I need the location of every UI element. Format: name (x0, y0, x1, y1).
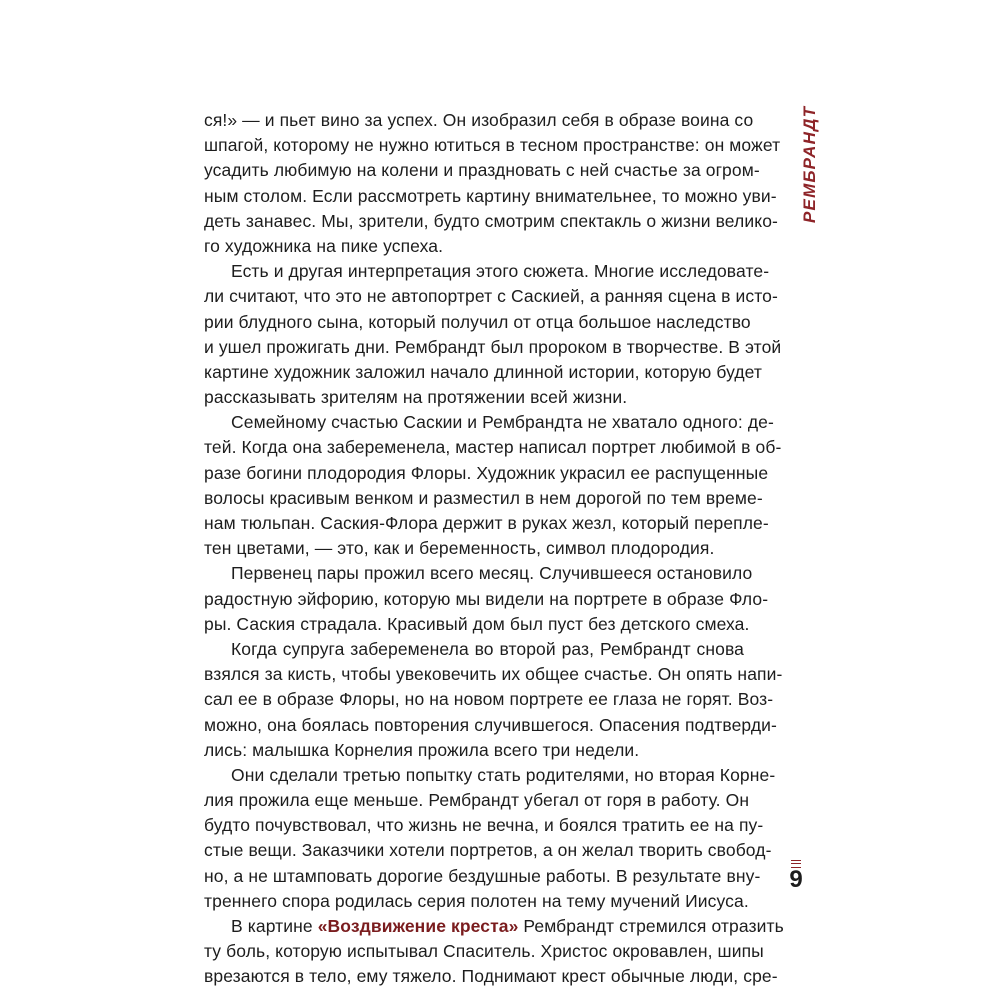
text-line: Они сделали третью попытку стать родителями, но вторая Корне- (231, 764, 776, 785)
text-line: тен цветами, — это, как и беременность, символ плодородия. (204, 538, 715, 559)
running-head: РЕМБРАНДТ (800, 105, 819, 223)
text-line: ся!» — и пьет вино за успех. Он изобразил себя в образе воина со (204, 110, 754, 130)
text-line: лись: малышка Корнелия прожила всего три недели. (204, 739, 640, 760)
text-line: го художника на пике успеха. (204, 235, 444, 256)
text-line: и ушел прожигать дни. Рембрандт был пророком в творчестве. В этой (204, 336, 782, 357)
text-line: разе богини плодородия Флоры. Художник украсил ее распущенные (204, 462, 769, 483)
text-line: нам тюльпан. Саския-Флора держит в руках жезл, который переплe- (204, 513, 769, 533)
text-line: деть занавес. Мы, зрители, будто смотрим спектакль о жизни велико- (204, 210, 778, 231)
text-line (204, 914, 784, 939)
page-number: 9 (789, 866, 803, 893)
text-line: картине художник заложил начало длинной истории, которую будет (204, 361, 763, 382)
text-line: будто почувствовал, что жизнь не вечна, и боялся тратить ее на пу- (204, 815, 764, 836)
text-line: взялся за кисть, чтобы увековечить их общее счастье. Он опять напи- (204, 664, 783, 685)
text-line: сал ее в образе Флоры, но на новом портрете ее глаза не горят. Воз- (204, 689, 774, 710)
text-line: но, а не штамповать дорогие бездушные работы. В результате вну- (204, 865, 761, 886)
text-line: лия прожила еще меньше. Рембрандт убегал от горя в работу. Он (204, 790, 750, 811)
text-line: ту боль, которую испытывал Спаситель. Христос окровавлен, шипы (204, 941, 764, 962)
text-line: рии блудного сына, который получил от отца большое наследство (204, 311, 751, 332)
text-line: треннего спора родилась серия полотен на тему мучений Иисуса. (204, 890, 749, 911)
artwork-title-highlight: «Воздвижение креста» (317, 916, 519, 936)
text-line: Первенец пары прожил всего месяц. Случившееся остановило (231, 563, 753, 584)
text-line: можно, она боялась повторения случившегося. Опасения подтверди- (204, 714, 777, 735)
body-text (204, 108, 784, 990)
text-line: врезаются в тело, ему тяжело. Поднимают крест обычные люди, сре- (204, 966, 778, 987)
text-line: ры. Саския страдала. Красивый дом был пуст без детского смеха. (204, 613, 750, 634)
text-line: Когда супруга забеременела во второй раз, Рембрандт снова (231, 638, 744, 659)
text-line: радостную эйфорию, которую мы видели на портрете в образе Фло- (204, 588, 769, 609)
text-line: рассказывать зрителям на протяжении всей жизни. (204, 387, 628, 408)
text-run: В картине (231, 916, 318, 936)
text-line: стые вещи. Заказчики хотели портретов, а он желал творить свобод- (204, 840, 772, 861)
text-line: Семейному счастью Саскии и Рембрандта не хватало одного: де- (231, 412, 774, 433)
text-line: волосы красивым венком и разместил в нем дорогой по тем време- (204, 487, 763, 508)
text-line: ным столом. Если рассмотреть картину внимательнее, то можно уви- (204, 185, 777, 206)
text-line: ли считают, что это не автопортрет с Саскией, а ранняя сцена в исто- (204, 286, 778, 307)
text-run: Рембрандт стремился отразить (518, 916, 784, 936)
text-line: Есть и другая интерпретация этого сюжета. Многие исследовате- (231, 261, 770, 282)
text-line: шпагой, которому не нужно ютиться в тесном пространстве: он может (204, 135, 781, 156)
text-line: усадить любимую на колени и праздновать с ней счастье за огром- (204, 160, 760, 181)
text-line: тей. Когда она забеременела, мастер написал портрет любимой в об- (204, 437, 782, 458)
